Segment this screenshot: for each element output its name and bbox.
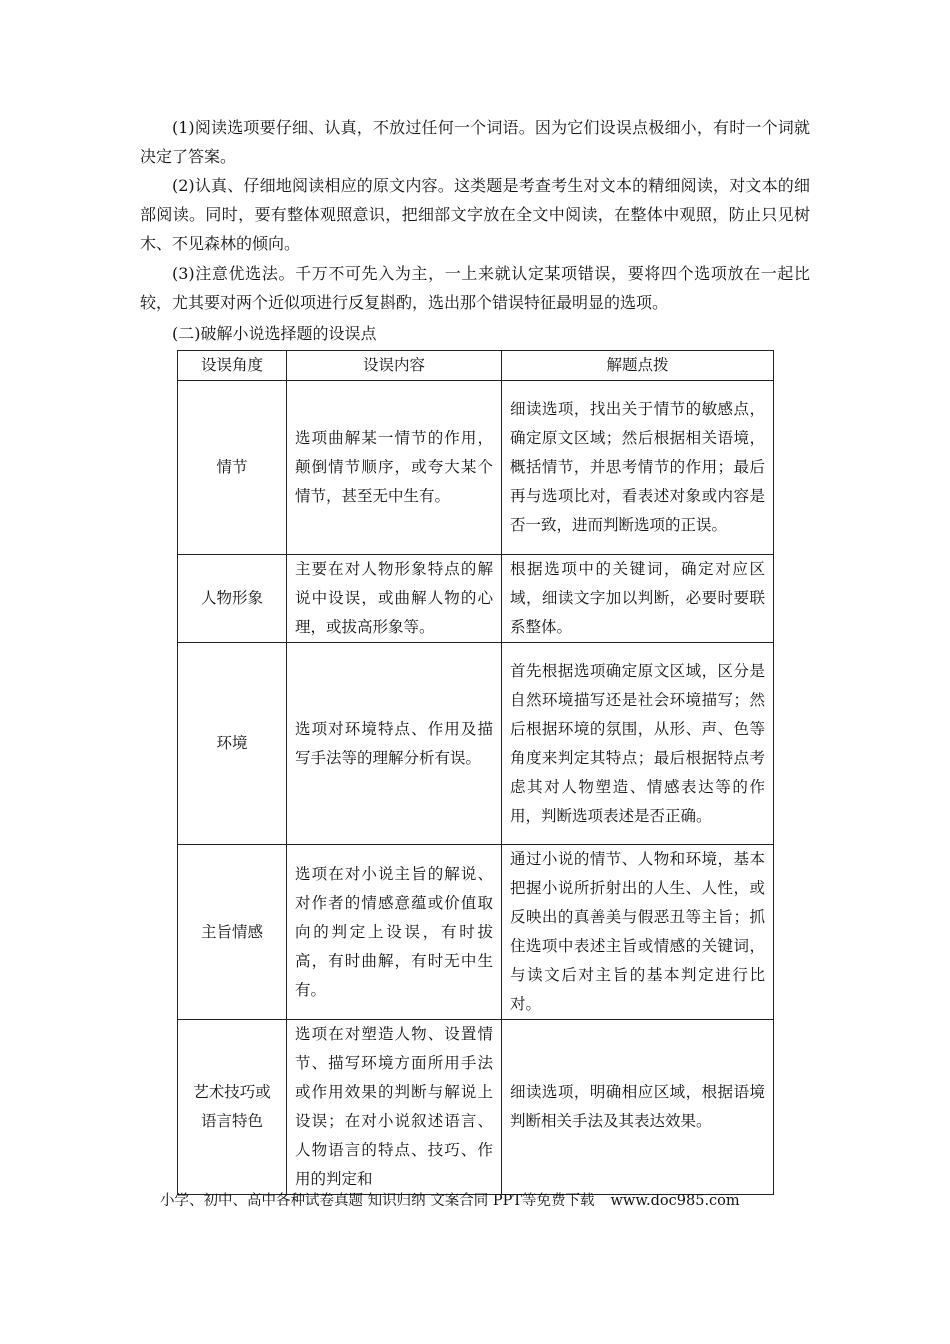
row-tip: 细读选项，找出关于情节的敏感点，确定原文区域；然后根据相关语境，概括情节，并思考情节的作用；最后再与选项比对，看表述对象或内容是否一致，进而判断选项的正误。 xyxy=(502,381,774,555)
footer-text: 小学、初中、高中各种试卷真题 知识归纳 文案合同 PPT等免费下载 xyxy=(160,1193,595,1209)
row-angle: 人物形象 xyxy=(178,555,287,643)
table-row xyxy=(178,1020,774,1195)
row-tip: 细读选项，明确相应区域，根据语境判断相关手法及其表达效果。 xyxy=(502,1020,774,1195)
error-point-table xyxy=(177,350,774,1195)
paragraph-1: (1)阅读选项要仔细、认真，不放过任何一个词语。因为它们设误点极细小，有时一个词就决定了答案。 xyxy=(140,118,810,166)
row-content: 选项在对塑造人物、设置情节、描写环境方面所用手法或作用效果的判断与解说上设误；在对小说叙述语言、人物语言的特点、技巧、作用的判定和 xyxy=(287,1020,502,1195)
table-row xyxy=(178,381,774,555)
row-content: 选项曲解某一情节的作用，颠倒情节顺序，或夸大某个情节，甚至无中生有。 xyxy=(287,381,502,555)
table-header-row xyxy=(178,351,774,381)
row-angle: 艺术技巧或语言特色 xyxy=(178,1020,287,1195)
footer-site-link[interactable]: www.doc985.com xyxy=(610,1193,740,1209)
header-angle: 设误角度 xyxy=(178,351,287,381)
page-footer xyxy=(160,1190,800,1212)
row-content: 选项在对小说主旨的解说、对作者的情感意蕴或价值取向的判定上设误，有时拔高，有时曲解，有时无中生有。 xyxy=(287,845,502,1020)
row-angle: 情节 xyxy=(178,381,287,555)
header-content: 设误内容 xyxy=(287,351,502,381)
paragraph-3: (3)注意优选法。千万不可先入为主，一上来就认定某项错误，要将四个选项放在一起比较，尤其要对两个近似项进行反复斟酌，选出那个错误特征最明显的选项。 xyxy=(140,264,810,312)
paragraph-2: (2)认真、仔细地阅读相应的原文内容。这类题是考查考生对文本的精细阅读，对文本的细部阅读。同时，要有整体观照意识，把细部文字放在全文中阅读，在整体中观照，防止只见树木、不见森林的倾向。 xyxy=(140,176,810,253)
table-row xyxy=(178,643,774,845)
table-row xyxy=(178,555,774,643)
header-tip: 解题点拨 xyxy=(502,351,774,381)
row-angle: 主旨情感 xyxy=(178,845,287,1020)
row-angle: 环境 xyxy=(178,643,287,845)
table-row xyxy=(178,845,774,1020)
section-heading: (二)破解小说选择题的设误点 xyxy=(172,324,377,343)
row-tip: 根据选项中的关键词，确定对应区域，细读文字加以判断，必要时要联系整体。 xyxy=(502,555,774,643)
row-tip: 首先根据选项确定原文区域，区分是自然环境描写还是社会环境描写；然后根据环境的氛围，从形、声、色等角度来判定其特点；最后根据特点考虑其对人物塑造、情感表达等的作用，判断选项表述是否正确。 xyxy=(502,643,774,845)
row-content: 选项对环境特点、作用及描写手法等的理解分析有误。 xyxy=(287,643,502,845)
row-content: 主要在对人物形象特点的解说中设误，或曲解人物的心理，或拔高形象等。 xyxy=(287,555,502,643)
row-tip: 通过小说的情节、人物和环境，基本把握小说所折射出的人生、人性，或反映出的真善美与假恶丑等主旨；抓住选项中表述主旨或情感的关键词，与读文后对主旨的基本判定进行比对。 xyxy=(502,845,774,1020)
